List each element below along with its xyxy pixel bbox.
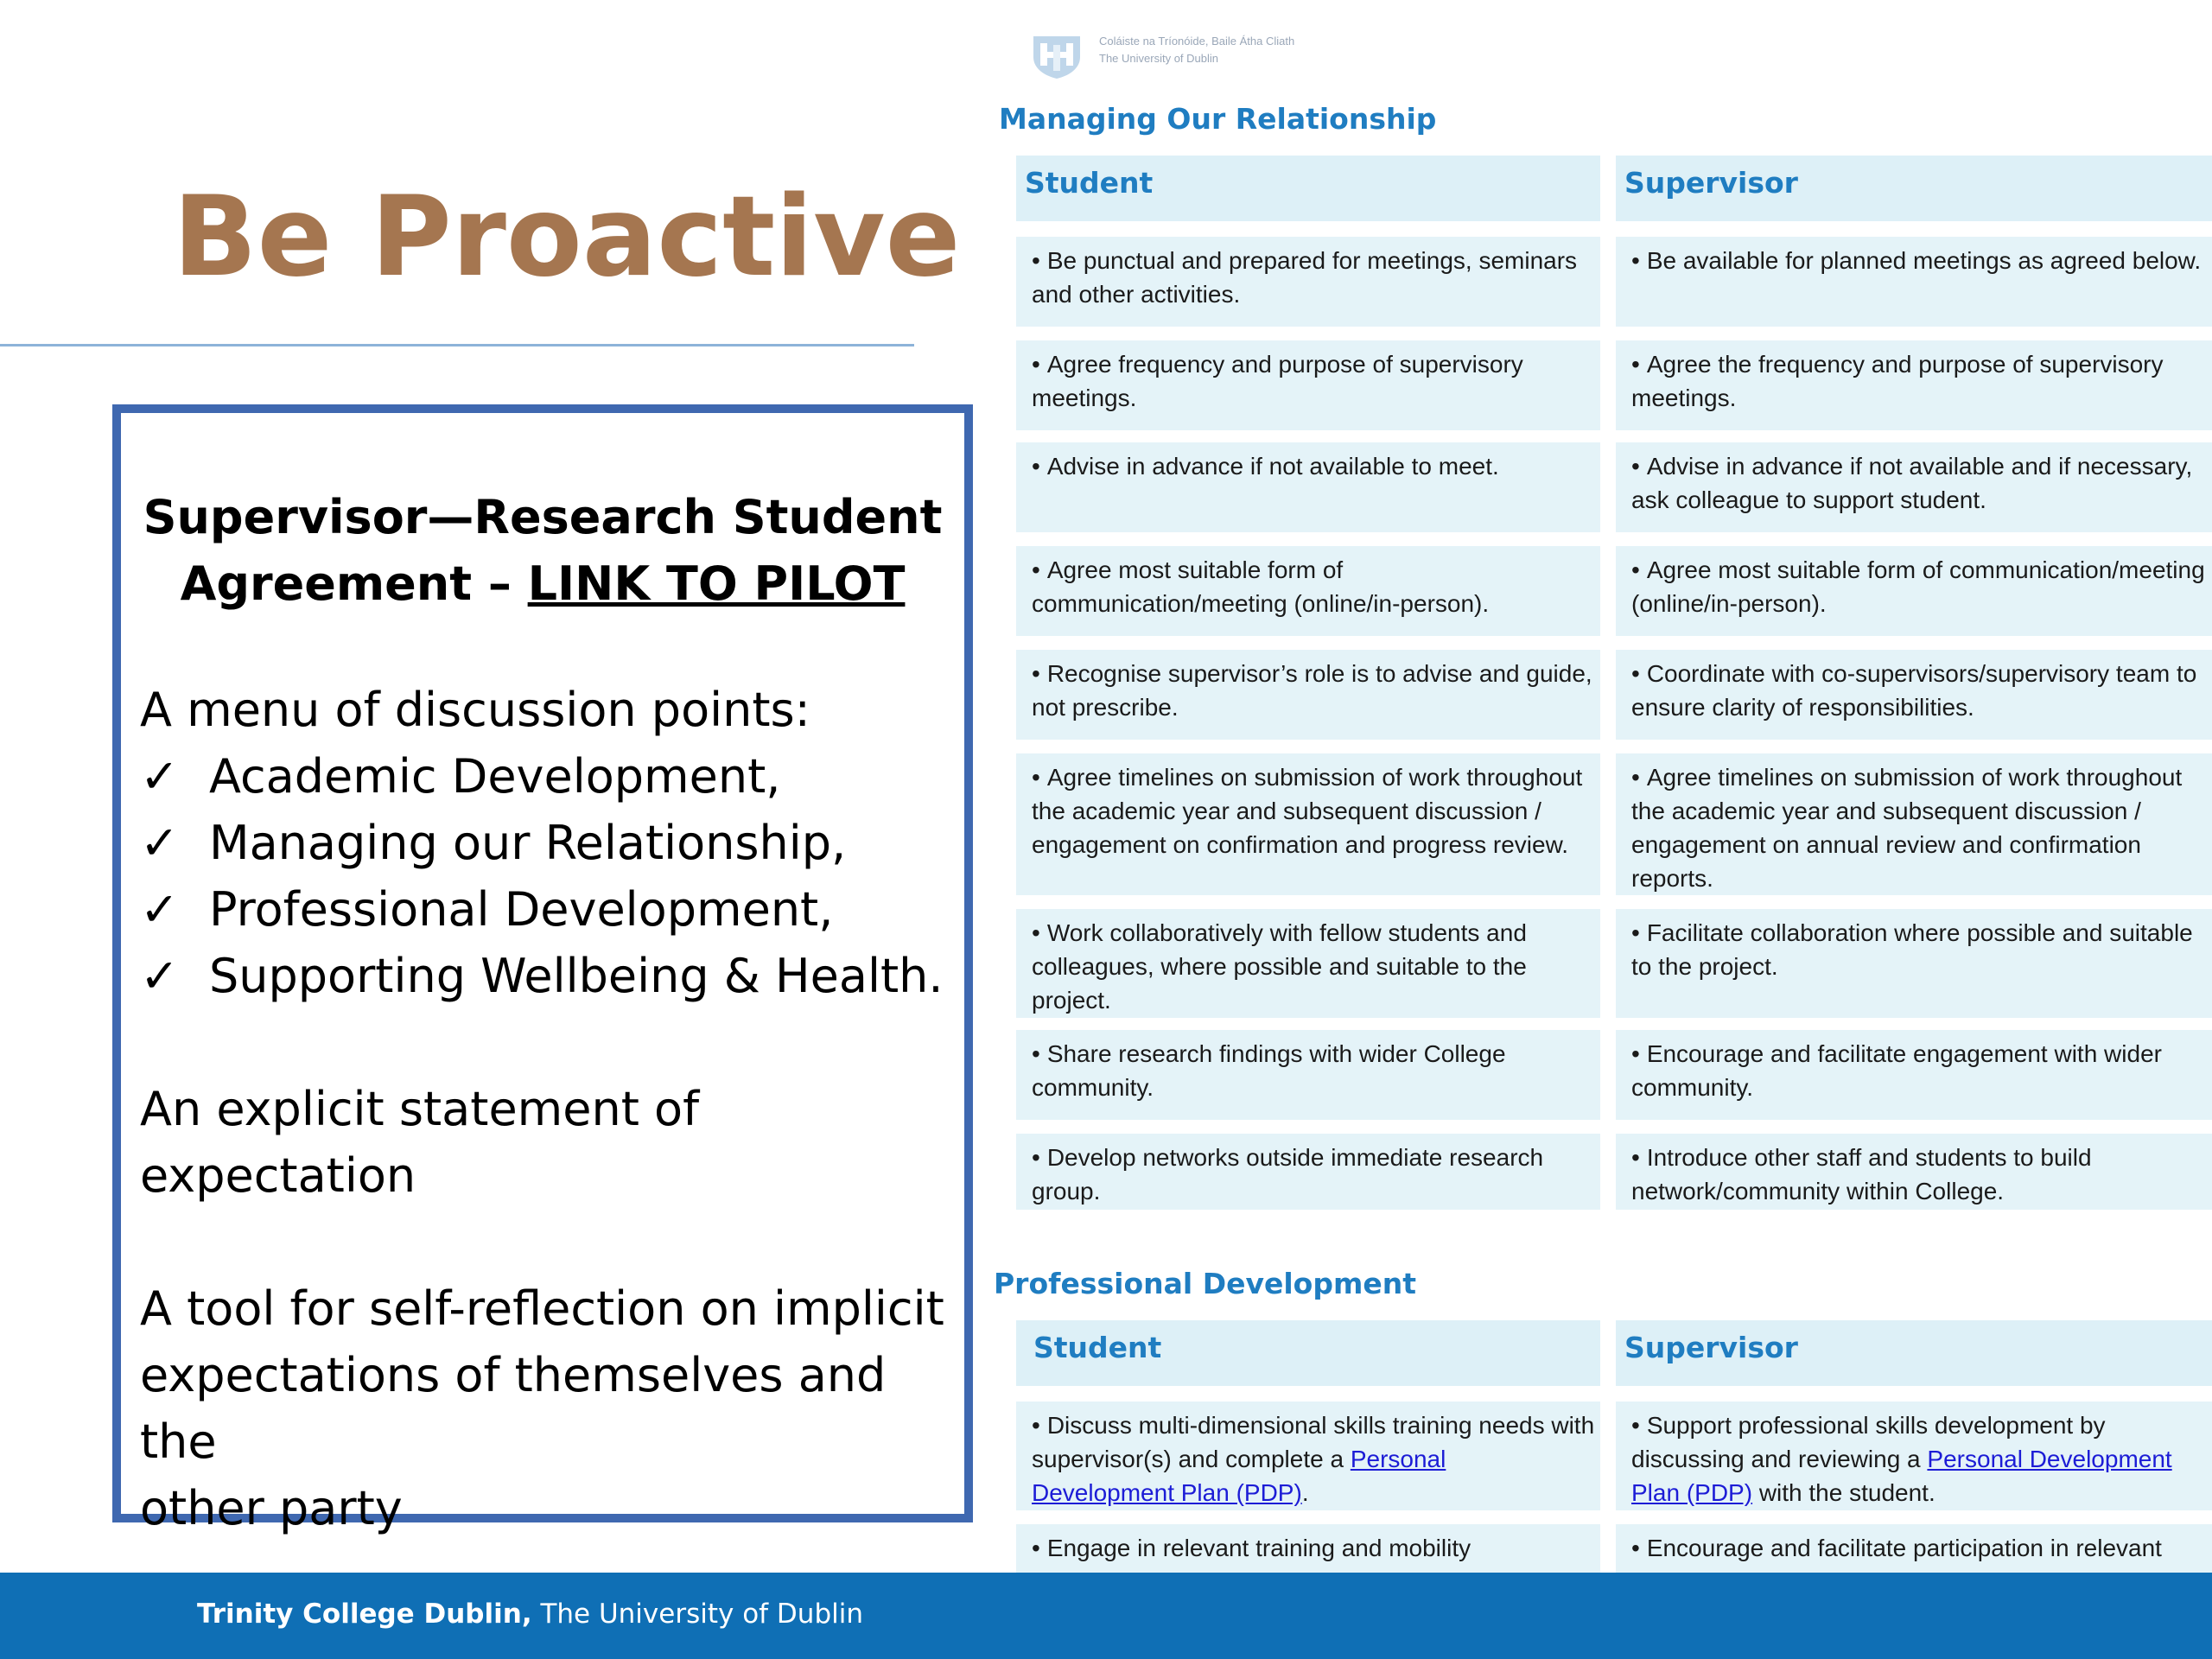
agreement-document-image	[985, 0, 2212, 1573]
bullet: •	[1631, 1535, 1640, 1561]
cell-text: Discuss multi-dimensional skills training needs with supervisor(s) and complete a	[1032, 1412, 1595, 1472]
menu-intro: A menu of discussion points:	[140, 683, 810, 737]
cell-text: Advise in advance if not available to meet.	[1046, 453, 1499, 480]
managing-supervisor-cell	[1616, 1134, 2212, 1210]
bullet: •	[1032, 556, 1040, 583]
logo-line2: The University of Dublin	[1099, 52, 1218, 65]
managing-section-title: Managing Our Relationship	[999, 102, 1437, 136]
managing-student-cell	[1016, 1134, 1600, 1210]
checkmark-icon: ✓	[140, 882, 180, 937]
cell-text: Agree the frequency and purpose of supervisory meetings.	[1631, 351, 2164, 411]
logo-line1: Coláiste na Tríonóide, Baile Átha Cliath	[1099, 35, 1295, 48]
professional-supervisor-header: Supervisor	[1616, 1320, 2212, 1386]
bullet: •	[1631, 453, 1640, 480]
bullet: •	[1032, 247, 1040, 274]
checkmark-icon: ✓	[140, 949, 180, 1003]
menu-item-label: Supporting Wellbeing & Health.	[209, 949, 944, 1003]
professional-student-cell	[1016, 1402, 1600, 1510]
cell-text: Agree most suitable form of communication/meeting (online/in-person).	[1631, 556, 2205, 617]
managing-student-cell	[1016, 1030, 1600, 1120]
spacer	[140, 1009, 961, 1076]
menu-item	[140, 943, 961, 1009]
managing-student-cell	[1016, 546, 1600, 636]
checkmark-icon: ✓	[140, 816, 180, 870]
managing-supervisor-cell	[1616, 650, 2212, 740]
bullet: •	[1032, 1144, 1040, 1171]
cell-text: Agree frequency and purpose of supervisory meetings.	[1032, 351, 1523, 411]
cell-text: Encourage and facilitate engagement with wider community.	[1631, 1040, 2162, 1101]
managing-student-cell	[1016, 909, 1600, 1018]
box-heading-prefix: Agreement –	[180, 556, 528, 611]
tcd-logo-text	[1099, 33, 1294, 67]
cell-text: .	[1301, 1479, 1309, 1506]
bullet: •	[1631, 660, 1640, 687]
managing-supervisor-cell	[1616, 546, 2212, 636]
footer-bar	[0, 1573, 2212, 1659]
menu-item-label: Professional Development,	[209, 882, 834, 937]
managing-supervisor-header: Supervisor	[1616, 156, 2212, 221]
managing-supervisor-cell	[1616, 340, 2212, 430]
bullet: •	[1032, 1412, 1040, 1439]
cell-text: Agree timelines on submission of work throughout the academic year and subsequent discussion / engagement on annual review and confirmation reports.	[1631, 764, 2183, 892]
cell-text: Agree most suitable form of communication/meeting (online/in-person).	[1032, 556, 1490, 617]
tool-line: expectations of themselves and the	[140, 1348, 887, 1469]
statement: An explicit statement of expectation	[140, 1082, 700, 1203]
menu-item	[140, 810, 961, 876]
spacer	[140, 1209, 961, 1275]
bullet: •	[1631, 556, 1640, 583]
bullet: •	[1631, 1040, 1640, 1067]
cell-text: with the student.	[1752, 1479, 1936, 1506]
professional-section-title: Professional Development	[994, 1267, 1417, 1300]
cell-text: Agree timelines on submission of work throughout the academic year and subsequent discussion / engagement on confirmation and progress review.	[1032, 764, 1583, 858]
cell-text: Be available for planned meetings as agreed below.	[1646, 247, 2202, 274]
title-divider	[0, 344, 914, 346]
menu-item	[140, 876, 961, 943]
bullet: •	[1032, 919, 1040, 946]
box-heading-line2	[121, 550, 964, 617]
cell-text: Encourage and facilitate participation in relevant	[1646, 1535, 2162, 1561]
cell-text: Be punctual and prepared for meetings, seminars and other activities.	[1032, 247, 1578, 308]
professional-student-cell	[1016, 1524, 1600, 1573]
managing-supervisor-cell	[1616, 237, 2212, 327]
professional-supervisor-cell	[1616, 1524, 2212, 1573]
cell-text: Support professional skills development by discussing and reviewing a	[1631, 1412, 2106, 1472]
managing-student-cell	[1016, 237, 1600, 327]
managing-student-cell	[1016, 442, 1600, 532]
link-to-pilot[interactable]: LINK TO PILOT	[527, 556, 906, 611]
bullet: •	[1032, 764, 1040, 791]
footer-text	[197, 1599, 863, 1630]
cell-text: Coordinate with co-supervisors/supervisory team to ensure clarity of responsibilities.	[1631, 660, 2197, 721]
tcd-crest-icon	[1030, 33, 1084, 79]
footer-college: Trinity College Dublin,	[197, 1599, 532, 1630]
cell-text: Advise in advance if not available and if necessary, ask colleague to support student.	[1631, 453, 2193, 513]
bullet: •	[1032, 453, 1040, 480]
bullet: •	[1631, 764, 1640, 791]
bullet: •	[1631, 247, 1640, 274]
footer-university: The University of Dublin	[531, 1599, 863, 1630]
menu-item-label: Managing our Relationship,	[209, 816, 847, 870]
menu-item-label: Academic Development,	[209, 749, 781, 804]
managing-student-header: Student	[1016, 156, 1600, 221]
pdp-link[interactable]: Personal Development Plan (PDP)	[1032, 1446, 1446, 1506]
cell-text: Develop networks outside immediate research group.	[1032, 1144, 1544, 1205]
cell-text: Share research findings with wider College community.	[1032, 1040, 1506, 1101]
bullet: •	[1631, 1412, 1640, 1439]
bullet: •	[1631, 919, 1640, 946]
pdp-link[interactable]: Personal Development Plan (PDP)	[1631, 1446, 2172, 1506]
bullet: •	[1032, 1535, 1040, 1561]
managing-supervisor-cell	[1616, 909, 2212, 1018]
bullet: •	[1631, 351, 1640, 378]
box-body	[140, 677, 961, 1541]
checkmark-icon: ✓	[140, 749, 180, 804]
content-box	[112, 404, 973, 1535]
managing-supervisor-cell	[1616, 442, 2212, 532]
cell-text: Engage in relevant training and mobility	[1046, 1535, 1471, 1561]
box-heading	[121, 484, 964, 617]
professional-supervisor-cell	[1616, 1402, 2212, 1510]
tool-line: other party	[140, 1481, 403, 1535]
cell-text: Facilitate collaboration where possible and suitable to the project.	[1631, 919, 2193, 980]
managing-student-cell	[1016, 753, 1600, 895]
managing-student-cell	[1016, 340, 1600, 430]
bullet: •	[1032, 1040, 1040, 1067]
bullet: •	[1032, 351, 1040, 378]
bullet: •	[1631, 1144, 1640, 1171]
slide-title: Be Proactive	[173, 173, 961, 302]
managing-supervisor-cell	[1616, 1030, 2212, 1120]
cell-text: Work collaboratively with fellow students and colleagues, where possible and suitable to the project.	[1032, 919, 1527, 1014]
menu-item	[140, 743, 961, 810]
cell-text: Recognise supervisor’s role is to advise and guide, not prescribe.	[1032, 660, 1592, 721]
bullet: •	[1032, 660, 1040, 687]
managing-student-cell	[1016, 650, 1600, 740]
box-heading-line1: Supervisor—Research Student	[143, 490, 943, 544]
tool-line: A tool for self-reflection on implicit	[140, 1281, 944, 1336]
professional-student-header: Student	[1016, 1320, 1600, 1386]
managing-supervisor-cell	[1616, 753, 2212, 895]
cell-text: Introduce other staff and students to build network/community within College.	[1631, 1144, 2092, 1205]
